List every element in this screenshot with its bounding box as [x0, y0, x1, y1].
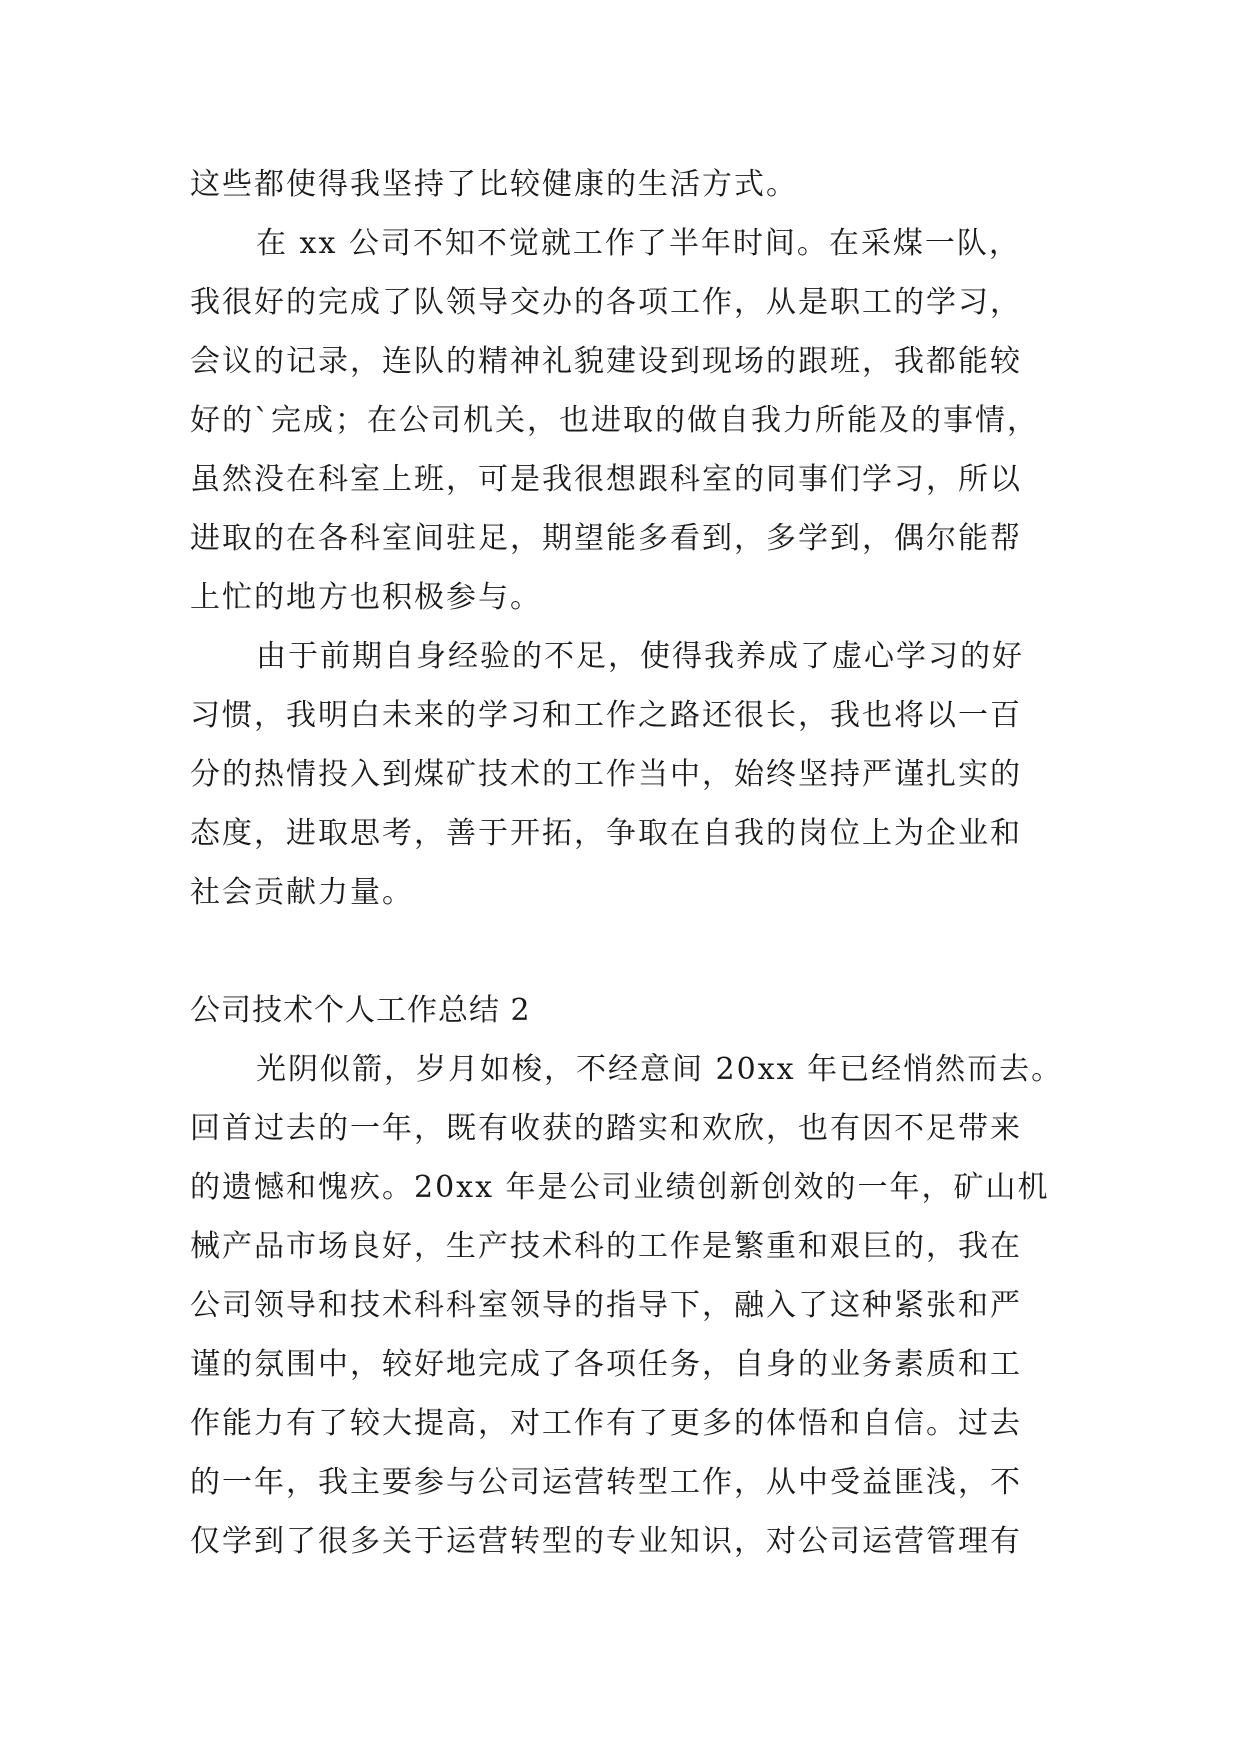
text-line: 态度，进取思考，善于开拓，争取在自我的岗位上为企业和 [190, 816, 1022, 851]
text-line: 这些都使得我坚持了比较健康的生活方式。 [190, 167, 798, 202]
text-line: 谨的氛围中，较好地完成了各项任务，自身的业务素质和工 [190, 1347, 1022, 1382]
text-line: 仅学到了很多关于运营转型的专业知识，对公司运营管理有 [190, 1524, 1022, 1559]
text-line: 的遗憾和愧疚。20xx 年是公司业绩创新创效的一年，矿山机 [190, 1170, 1050, 1205]
text-line: 习惯，我明白未来的学习和工作之路还很长，我也将以一百 [190, 698, 1022, 733]
text-line: 上忙的地方也积极参与。 [190, 580, 542, 615]
text-line: 社会贡献力量。 [190, 875, 414, 910]
text-line: 我很好的完成了队领导交办的各项工作，从是职工的学习， [190, 285, 1022, 320]
paragraph-start-line: 在 xx 公司不知不觉就工作了半年时间。在采煤一队， [256, 226, 1021, 261]
text-line: 会议的记录，连队的精神礼貌建设到现场的跟班，我都能较 [190, 344, 1022, 379]
text-line: 的一年，我主要参与公司运营转型工作，从中受益匪浅，不 [190, 1465, 1022, 1500]
paragraph-gap [190, 922, 1090, 981]
text-line: 作能力有了较大提高，对工作有了更多的体悟和自信。过去 [190, 1406, 1022, 1441]
text-line: 械产品市场良好，生产技术科的工作是繁重和艰巨的，我在 [190, 1229, 1022, 1264]
section-heading: 公司技术个人工作总结 2 [190, 993, 531, 1028]
text-line: 好的`完成；在公司机关，也进取的做自我力所能及的事情， [190, 403, 1039, 438]
paragraph-start-line: 光阴似箭，岁月如梭，不经意间 20xx 年已经悄然而去。 [256, 1052, 1064, 1087]
text-line: 进取的在各科室间驻足，期望能多看到，多学到，偶尔能帮 [190, 521, 1022, 556]
text-line: 回首过去的一年，既有收获的踏实和欢欣，也有因不足带来 [190, 1111, 1022, 1146]
text-line: 虽然没在科室上班，可是我很想跟科室的同事们学习，所以 [190, 462, 1022, 497]
text-line: 公司领导和技术科科室领导的指导下，融入了这种紧张和严 [190, 1288, 1022, 1323]
text-line: 分的热情投入到煤矿技术的工作当中，始终坚持严谨扎实的 [190, 757, 1022, 792]
document-body [190, 155, 1090, 1571]
paragraph-start-line: 由于前期自身经验的不足，使得我养成了虚心学习的好 [256, 639, 1024, 674]
